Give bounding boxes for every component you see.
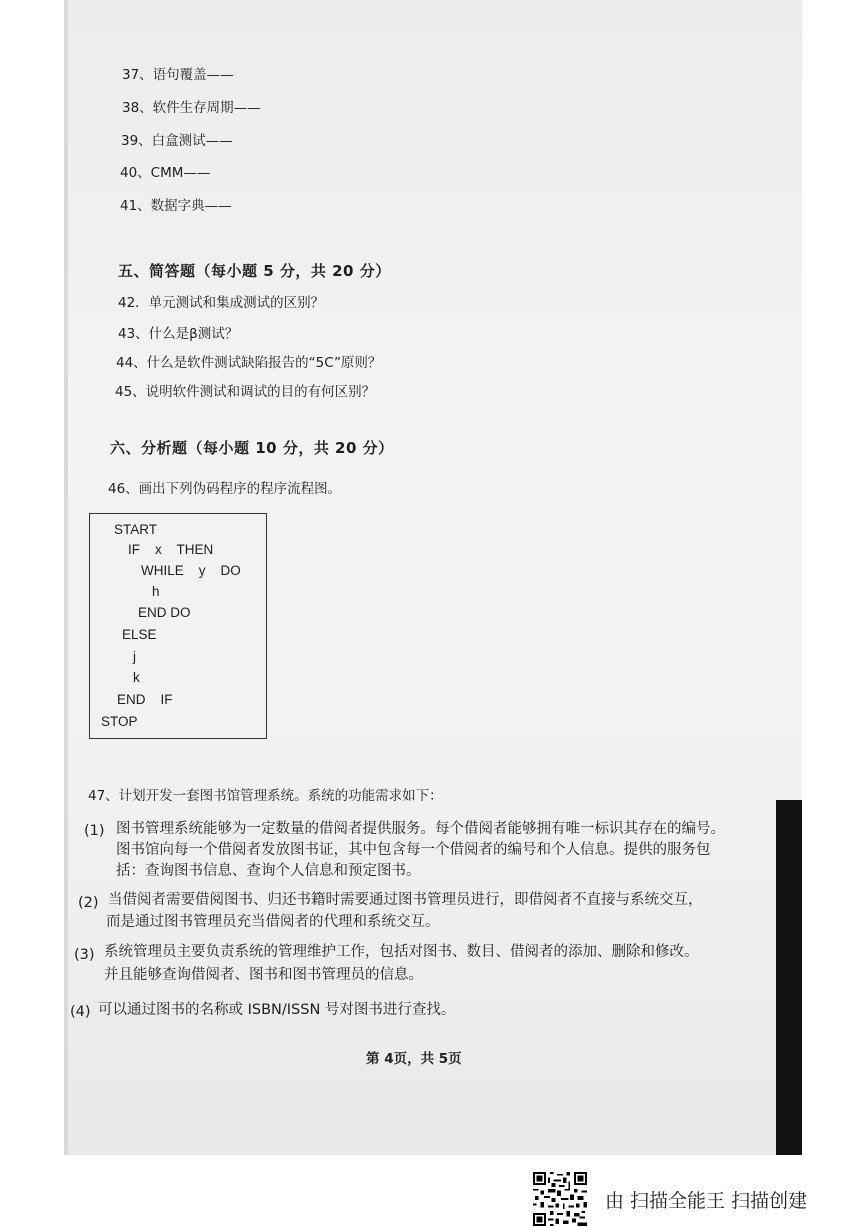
req-2-line-2: 而是通过图书管理员充当借阅者的代理和系统交互。 xyxy=(106,914,440,930)
code-line-5: END DO xyxy=(138,605,191,620)
code-line-8: k xyxy=(133,670,140,685)
code-line-9: END IF xyxy=(117,692,173,707)
question-43: 43、什么是β测试？ xyxy=(118,326,239,342)
req-2-line-1: 当借阅者需要借阅图书、归还书籍时需要通过图书管理员进行，即借阅者不直接与系统交互， xyxy=(108,892,703,908)
req-4-line-1: 可以通过图书的名称或 ISBN/ISSN 号对图书进行查找。 xyxy=(98,1002,456,1018)
scanner-footer xyxy=(533,1170,863,1226)
question-44: 44、什么是软件测试缺陷报告的“5C”原则？ xyxy=(116,355,382,371)
code-line-4: h xyxy=(152,584,160,599)
question-46: 46、画出下列伪码程序的程序流程图。 xyxy=(108,481,342,497)
term-41: 41、数据字典—— xyxy=(120,198,232,214)
question-42: 42．单元测试和集成测试的区别？ xyxy=(118,295,325,311)
scanner-watermark-text: 由 扫描全能王 扫描创建 xyxy=(605,1190,808,1212)
question-47: 47、计划开发一套图书馆管理系统。系统的功能需求如下： xyxy=(88,788,443,804)
code-line-2: IF x THEN xyxy=(128,542,214,557)
term-38: 38、软件生存周期—— xyxy=(122,100,261,116)
req-1-line-1: 图书管理系统能够为一定数量的借阅者提供服务。每个借阅者能够拥有唯一标识其存在的编号。 xyxy=(116,821,725,837)
qr-code-icon xyxy=(533,1172,587,1226)
term-37: 37、语句覆盖—— xyxy=(122,67,234,83)
page-number: 第 4页，共 5页 xyxy=(366,1051,462,1067)
term-40: 40、CMM—— xyxy=(120,165,211,181)
req-3-line-2: 并且能够查询借阅者、图书和图书管理员的信息。 xyxy=(104,967,423,983)
req-4-num: (4) xyxy=(70,1004,91,1020)
code-line-7: j xyxy=(133,649,136,664)
req-1-line-2: 图书馆向每一个借阅者发放图书证，其中包含每一个借阅者的编号和个人信息。提供的服务包 xyxy=(116,842,711,858)
question-45: 45、说明软件测试和调试的目的有何区别？ xyxy=(115,384,376,400)
code-line-1: START xyxy=(114,522,158,537)
code-line-10: STOP xyxy=(101,714,138,729)
req-3-num: (3) xyxy=(74,947,95,963)
term-39: 39、白盒测试—— xyxy=(121,133,233,149)
req-2-num: (2) xyxy=(78,895,99,911)
section-6-heading: 六、分析题（每小题 10 分，共 20 分） xyxy=(110,439,394,457)
code-line-6: ELSE xyxy=(122,627,157,642)
req-1-line-3: 括：查询图书信息、查询个人信息和预定图书。 xyxy=(116,863,421,879)
page-edge xyxy=(64,0,68,1155)
req-3-line-1: 系统管理员主要负责系统的管理维护工作，包括对图书、数目、借阅者的添加、删除和修改。 xyxy=(104,944,699,960)
scan-shadow xyxy=(776,800,802,1155)
section-5-heading: 五、简答题（每小题 5 分，共 20 分） xyxy=(118,262,391,280)
code-line-3: WHILE y DO xyxy=(141,563,241,578)
req-1-num: (1) xyxy=(84,823,105,839)
